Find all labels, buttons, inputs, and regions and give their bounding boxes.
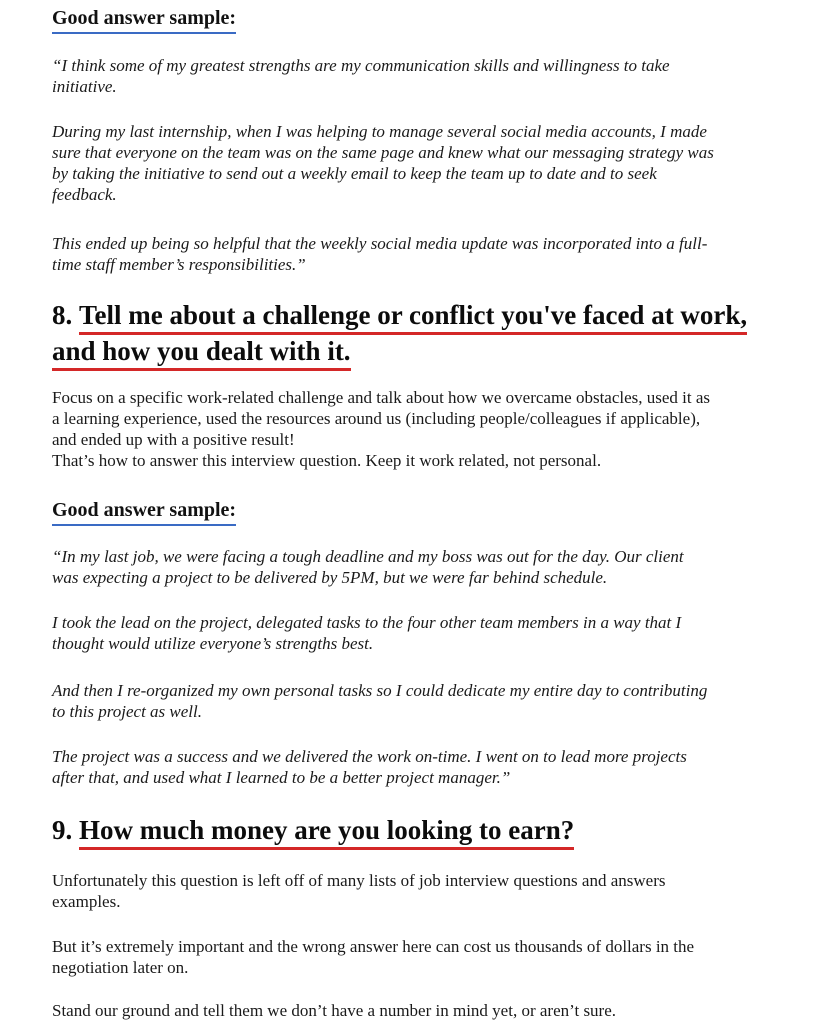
question-9-para-1 xyxy=(52,870,822,912)
text-line: sure that everyone on the team was on the same page and knew what our messaging strategy was xyxy=(52,143,714,162)
text-line: by taking the initiative to send out a weekly email to keep the team up to date and to seek xyxy=(52,164,657,183)
question-8-heading xyxy=(52,299,822,371)
good-answer-heading-2 xyxy=(52,498,236,526)
good-answer-2-para-4 xyxy=(52,746,812,788)
text-line: “I think some of my greatest strengths are my communication skills and willingness to take xyxy=(52,56,670,75)
good-answer-1-para-1 xyxy=(52,55,812,97)
text-line: The project was a success and we delivered the work on-time. I went on to lead more projects xyxy=(52,747,687,766)
text-line: But it’s extremely important and the wrong answer here can cost us thousands of dollars in the xyxy=(52,937,695,956)
question-8-body xyxy=(52,387,822,471)
text-line: I took the lead on the project, delegated tasks to the four other team members in a way that I xyxy=(52,613,682,632)
text-line: a learning experience, used the resources around us (including people/colleagues if applicable), xyxy=(52,409,701,428)
question-9-heading xyxy=(52,814,822,850)
text-line: initiative. xyxy=(52,77,117,96)
good-answer-2-para-1 xyxy=(52,546,812,588)
good-answer-heading-text: Good answer sample: xyxy=(52,6,236,34)
question-9-para-2 xyxy=(52,936,822,978)
text-line: feedback. xyxy=(52,185,117,204)
question-title: How much money are you looking to earn? xyxy=(79,814,574,850)
text-line: Focus on a specific work-related challenge and talk about how we overcame obstacles, used it as xyxy=(52,388,711,407)
text-line: was expecting a project to be delivered by 5PM, but we were far behind schedule. xyxy=(52,568,608,587)
good-answer-heading-text: Good answer sample: xyxy=(52,498,236,526)
text-line: examples. xyxy=(52,892,121,911)
question-number: 8. xyxy=(52,300,73,330)
text-line: negotiation later on. xyxy=(52,958,189,977)
question-title-line-2: and how you dealt with it. xyxy=(52,335,351,371)
text-line: and ended up with a positive result! xyxy=(52,430,295,449)
text-line: time staff member’s responsibilities.” xyxy=(52,255,306,274)
question-title-line-1: Tell me about a challenge or conflict you've faced at work, xyxy=(79,299,747,335)
good-answer-2-para-2 xyxy=(52,612,812,654)
good-answer-heading-1 xyxy=(52,6,236,34)
good-answer-1-para-3 xyxy=(52,233,812,275)
text-line: And then I re-organized my own personal tasks so I could dedicate my entire day to contributing xyxy=(52,681,708,700)
text-line: after that, and used what I learned to be a better project manager.” xyxy=(52,768,511,787)
text-line: That’s how to answer this interview question. Keep it work related, not personal. xyxy=(52,451,602,470)
good-answer-2-para-3 xyxy=(52,680,812,722)
text-line: During my last internship, when I was helping to manage several social media accounts, I made xyxy=(52,122,707,141)
question-number: 9. xyxy=(52,815,73,845)
text-line: thought would utilize everyone’s strengths best. xyxy=(52,634,374,653)
text-line: Stand our ground and tell them we don’t have a number in mind yet, or aren’t sure. xyxy=(52,1001,617,1020)
text-line: to this project as well. xyxy=(52,702,203,721)
text-line: Unfortunately this question is left off of many lists of job interview questions and answers xyxy=(52,871,666,890)
text-line: “In my last job, we were facing a tough deadline and my boss was out for the day. Our client xyxy=(52,547,684,566)
good-answer-1-para-2 xyxy=(52,121,812,205)
question-9-para-3 xyxy=(52,1000,822,1021)
text-line: This ended up being so helpful that the weekly social media update was incorporated into a full- xyxy=(52,234,708,253)
